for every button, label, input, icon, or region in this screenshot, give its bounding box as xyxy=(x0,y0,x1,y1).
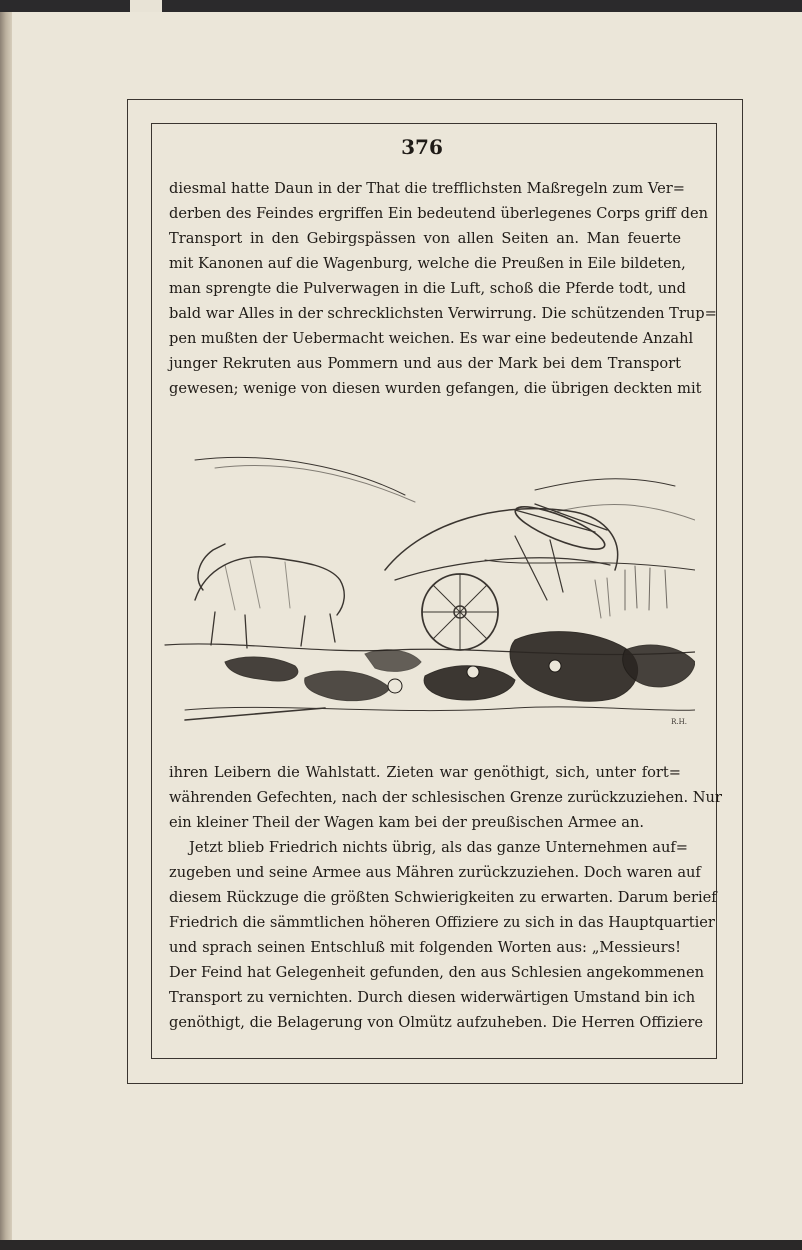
text-line: diesmal hatte Daun in der That die trefflichsten Maßregeln zum Ver= xyxy=(169,180,685,197)
text-line: Transport zu vernichten. Durch diesen widerwärtigen Umstand bin ich xyxy=(169,989,696,1006)
text-line: genöthigt, die Belagerung von Olmütz aufzuheben. Die Herren Offiziere xyxy=(169,1014,703,1031)
text-line: Der Feind hat Gelegenheit gefunden, den aus Schlesien angekommenen xyxy=(169,964,704,981)
text-block-top xyxy=(169,176,717,401)
text-line: zugeben und seine Armee aus Mähren zurückzuziehen. Doch waren auf xyxy=(169,864,701,881)
text-line: junger Rekruten aus Pommern und aus der Mark bei dem Transport xyxy=(169,355,681,372)
page-tab xyxy=(130,0,162,12)
page-number: 376 xyxy=(401,135,443,159)
text-line: ihren Leibern die Wahlstatt. Zieten war genöthigt, sich, unter fort= xyxy=(169,764,681,781)
text-line: derben des Feindes ergriffen Ein bedeutend überlegenes Corps griff den xyxy=(169,205,709,222)
book-spine-edge xyxy=(0,12,12,1240)
text-line: man sprengte die Pulverwagen in die Luft, schoß die Pferde todt, und xyxy=(169,280,687,297)
text-line: ein kleiner Theil der Wagen kam bei der preußischen Armee an. xyxy=(169,814,645,831)
text-line: mit Kanonen auf die Wagenburg, welche die Preußen in Eile bildeten, xyxy=(169,255,686,272)
text-line: bald war Alles in der schrecklichsten Verwirrung. Die schützenden Trup= xyxy=(169,305,717,322)
text-line: Friedrich die sämmtlichen höheren Offiziere zu sich in das Hauptquartier xyxy=(169,914,715,931)
text-line: und sprach seinen Entschluß mit folgenden Worten aus: „Messieurs! xyxy=(169,939,681,956)
text-line: währenden Gefechten, nach der schlesischen Grenze zurückzuziehen. Nur xyxy=(169,789,722,806)
text-line: gewesen; wenige von diesen wurden gefangen, die übrigen deckten mit xyxy=(169,380,702,397)
text-line: pen mußten der Uebermacht weichen. Es war eine bedeutende Anzahl xyxy=(169,330,694,347)
text-line: Transport in den Gebirgspässen von allen Seiten an. Man feuerte xyxy=(169,230,681,247)
text-line: diesem Rückzuge die größten Schwierigkeiten zu erwarten. Darum berief xyxy=(169,889,717,906)
text-block-bottom xyxy=(169,760,722,1035)
scan-bottom-band xyxy=(0,1240,802,1250)
illustration-signature: R.H. xyxy=(671,718,687,726)
battlefield-illustration xyxy=(155,440,695,730)
text-line: Jetzt blieb Friedrich nichts übrig, als das ganze Unternehmen auf= xyxy=(189,839,689,856)
scan-top-band xyxy=(0,0,802,12)
